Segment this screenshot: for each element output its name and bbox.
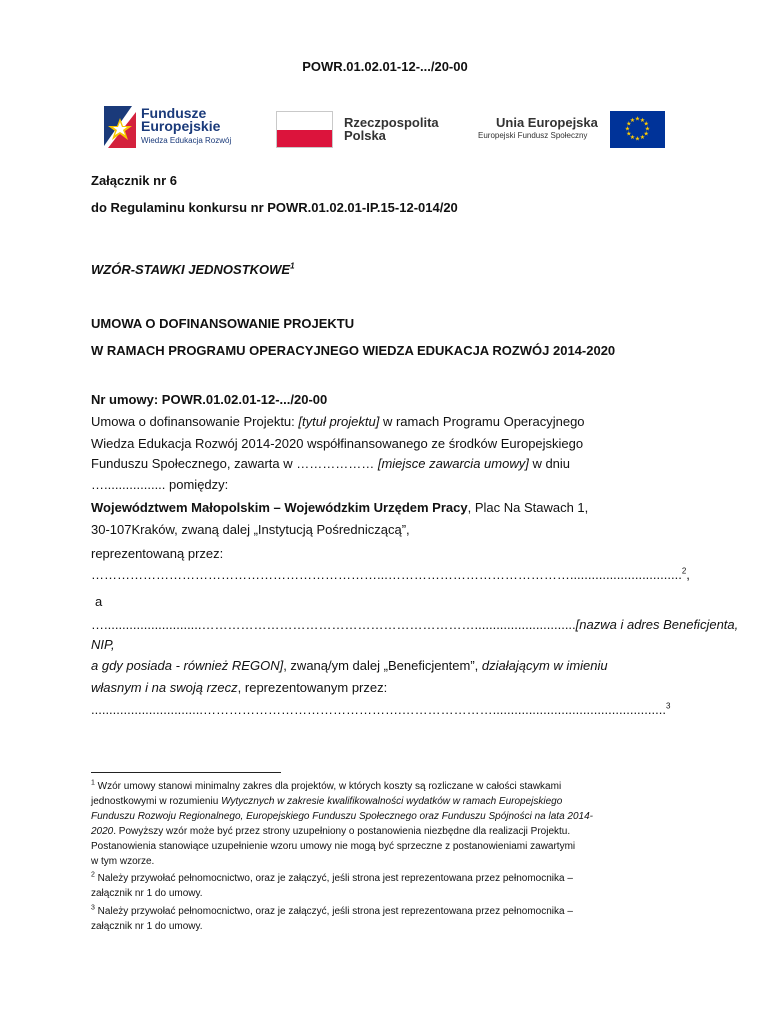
svg-text:★: ★ — [624, 125, 631, 133]
footnote-ref-1: 1 — [290, 261, 295, 271]
svg-text:★: ★ — [644, 125, 651, 133]
fe-logo-line2: Europejskie — [141, 118, 221, 134]
body-line-2: Wiedza Edukacja Rozwój 2014-2020 współfinansowanego ze środków Europejskiego — [91, 436, 584, 451]
document-code: POWR.01.02.01-12-.../20-00 — [302, 59, 468, 74]
footnote-1-line4: 2020. Powyższy wzór może być przez strony uzupełniony o postanowienia niezbędne dla realizacji Projektu. — [91, 826, 571, 837]
agreement-title-line2: W RAMACH PROGRAMU OPERACYJNEGO WIEDZA EDUKACJA ROZWÓJ 2014-2020 — [91, 343, 616, 358]
conjunction-a: a — [95, 594, 103, 609]
fundusze-europejskie-mark-icon — [102, 102, 138, 150]
fundusze-europejskie-logo — [100, 100, 250, 156]
logo-bar — [100, 100, 666, 156]
rp-logo-line2: Polska — [344, 128, 386, 143]
fe-logo-line1: Fundusze — [141, 105, 207, 121]
represented-by-label: reprezentowaną przez: — [91, 546, 224, 561]
footnote-3-line2: załącznik nr 1 do umowy. — [91, 921, 203, 932]
agreement-number: Nr umowy: POWR.01.02.01-12-.../20-00 — [91, 392, 328, 407]
footnote-1-line3: Funduszu Rozwoju Regionalnego, Europejskiego Funduszu Społecznego oraz Funduszu Spójności na lata 2014- — [91, 811, 593, 822]
svg-text:★: ★ — [626, 120, 632, 128]
ue-logo-line2: Europejski Fundusz Społeczny — [478, 131, 588, 140]
rp-logo-line1: Rzeczpospolita — [344, 115, 439, 130]
body-line-1: Umowa o dofinansowanie Projektu: [tytuł projektu] w ramach Programu Operacyjnego — [91, 414, 585, 429]
attachment-label: Załącznik nr 6 — [91, 173, 177, 188]
svg-text:★: ★ — [639, 134, 646, 142]
footnote-1-line5: Postanowienia stanowiące uzupełnienie wzoru umowy nie mogą być sprzeczne z postanowieniami zawartymi — [91, 841, 576, 852]
representative-1-blank: …………………………………………………………...……………………………………...............................$^2$, — [91, 566, 690, 582]
footnote-2-line2: załącznik nr 1 do umowy. — [91, 888, 203, 899]
template-title: WZÓR-STAWKI JEDNOSTKOWE$^1$ — [91, 261, 295, 277]
footnote-ref-2: 2 — [681, 566, 687, 576]
svg-text:★: ★ — [626, 130, 632, 138]
beneficiary-nip: NIP, — [91, 637, 115, 652]
ue-logo-line1: Unia Europejska — [496, 115, 598, 130]
party-1-line: Województwem Małopolskim – Wojewódzkim Urzędem Pracy, Plac Na Stawach 1, — [91, 500, 589, 515]
svg-text:★: ★ — [629, 116, 636, 124]
footnote-ref-3: 3 — [665, 701, 671, 711]
footnote-divider — [91, 772, 281, 773]
svg-text:★: ★ — [643, 120, 649, 128]
footnote-3-line1: $^3$ Należy przywołać pełnomocnictwo, oraz je załączyć, jeśli strona jest reprezentowana przez pełnomocnika – — [91, 904, 573, 917]
fe-logo-line3: Wiedza Edukacja Rozwój — [141, 136, 232, 145]
rzeczpospolita-polska-logo — [276, 100, 456, 156]
party-1-address: 30-107Kraków, zwaną dalej „Instytucją Pośredniczącą”, — [91, 522, 410, 537]
representative-2-blank: ...............................……………………………………….…………………................................................$^3$ — [91, 701, 671, 717]
regulation-reference: do Regulaminu konkursu nr POWR.01.02.01-IP.15-12-014/20 — [91, 200, 458, 215]
eu-flag-icon — [610, 111, 665, 148]
svg-text:★: ★ — [639, 116, 646, 124]
svg-text:★: ★ — [634, 115, 641, 123]
polish-flag-icon — [276, 111, 333, 148]
footnote-1-line1: $^1$ Wzór umowy stanowi minimalny zakres dla projektów, w których koszty są rozliczane w całości stawkami — [91, 779, 562, 792]
body-line-4: …................. pomiędzy: — [91, 477, 229, 492]
footnote-2-line1: $^2$ Należy przywołać pełnomocnictwo, oraz je załączyć, jeśli strona jest reprezentowana przez pełnomocnika – — [91, 871, 573, 884]
beneficiary-blank: …...........................………………………………………………………............................[nazwa i adres Beneficjenta, — [91, 617, 739, 632]
svg-text:★: ★ — [643, 130, 649, 138]
unia-europejska-logo — [476, 100, 666, 156]
footnote-1-line2: jednostkowymi w rozumieniu Wytycznych w zakresie kwalifikowalności wydatków w ramach Europejskiego — [91, 796, 563, 807]
agreement-title-line1: UMOWA O DOFINANSOWANIE PROJEKTU — [91, 316, 355, 331]
beneficiary-own-behalf-line: własnym i na swoją rzecz, reprezentowanym przez: — [91, 680, 388, 695]
svg-text:★: ★ — [634, 135, 641, 143]
svg-text:★: ★ — [629, 134, 636, 142]
footnote-1-line6: w tym wzorze. — [91, 856, 155, 867]
body-line-3: Funduszu Społecznego, zawarta w ……………… [miejsce zawarcia umowy] w dniu — [91, 456, 571, 471]
beneficiary-regon-line: a gdy posiada - również REGON], zwaną/ym dalej „Beneficjentem”, działającym w imieniu — [91, 658, 608, 673]
